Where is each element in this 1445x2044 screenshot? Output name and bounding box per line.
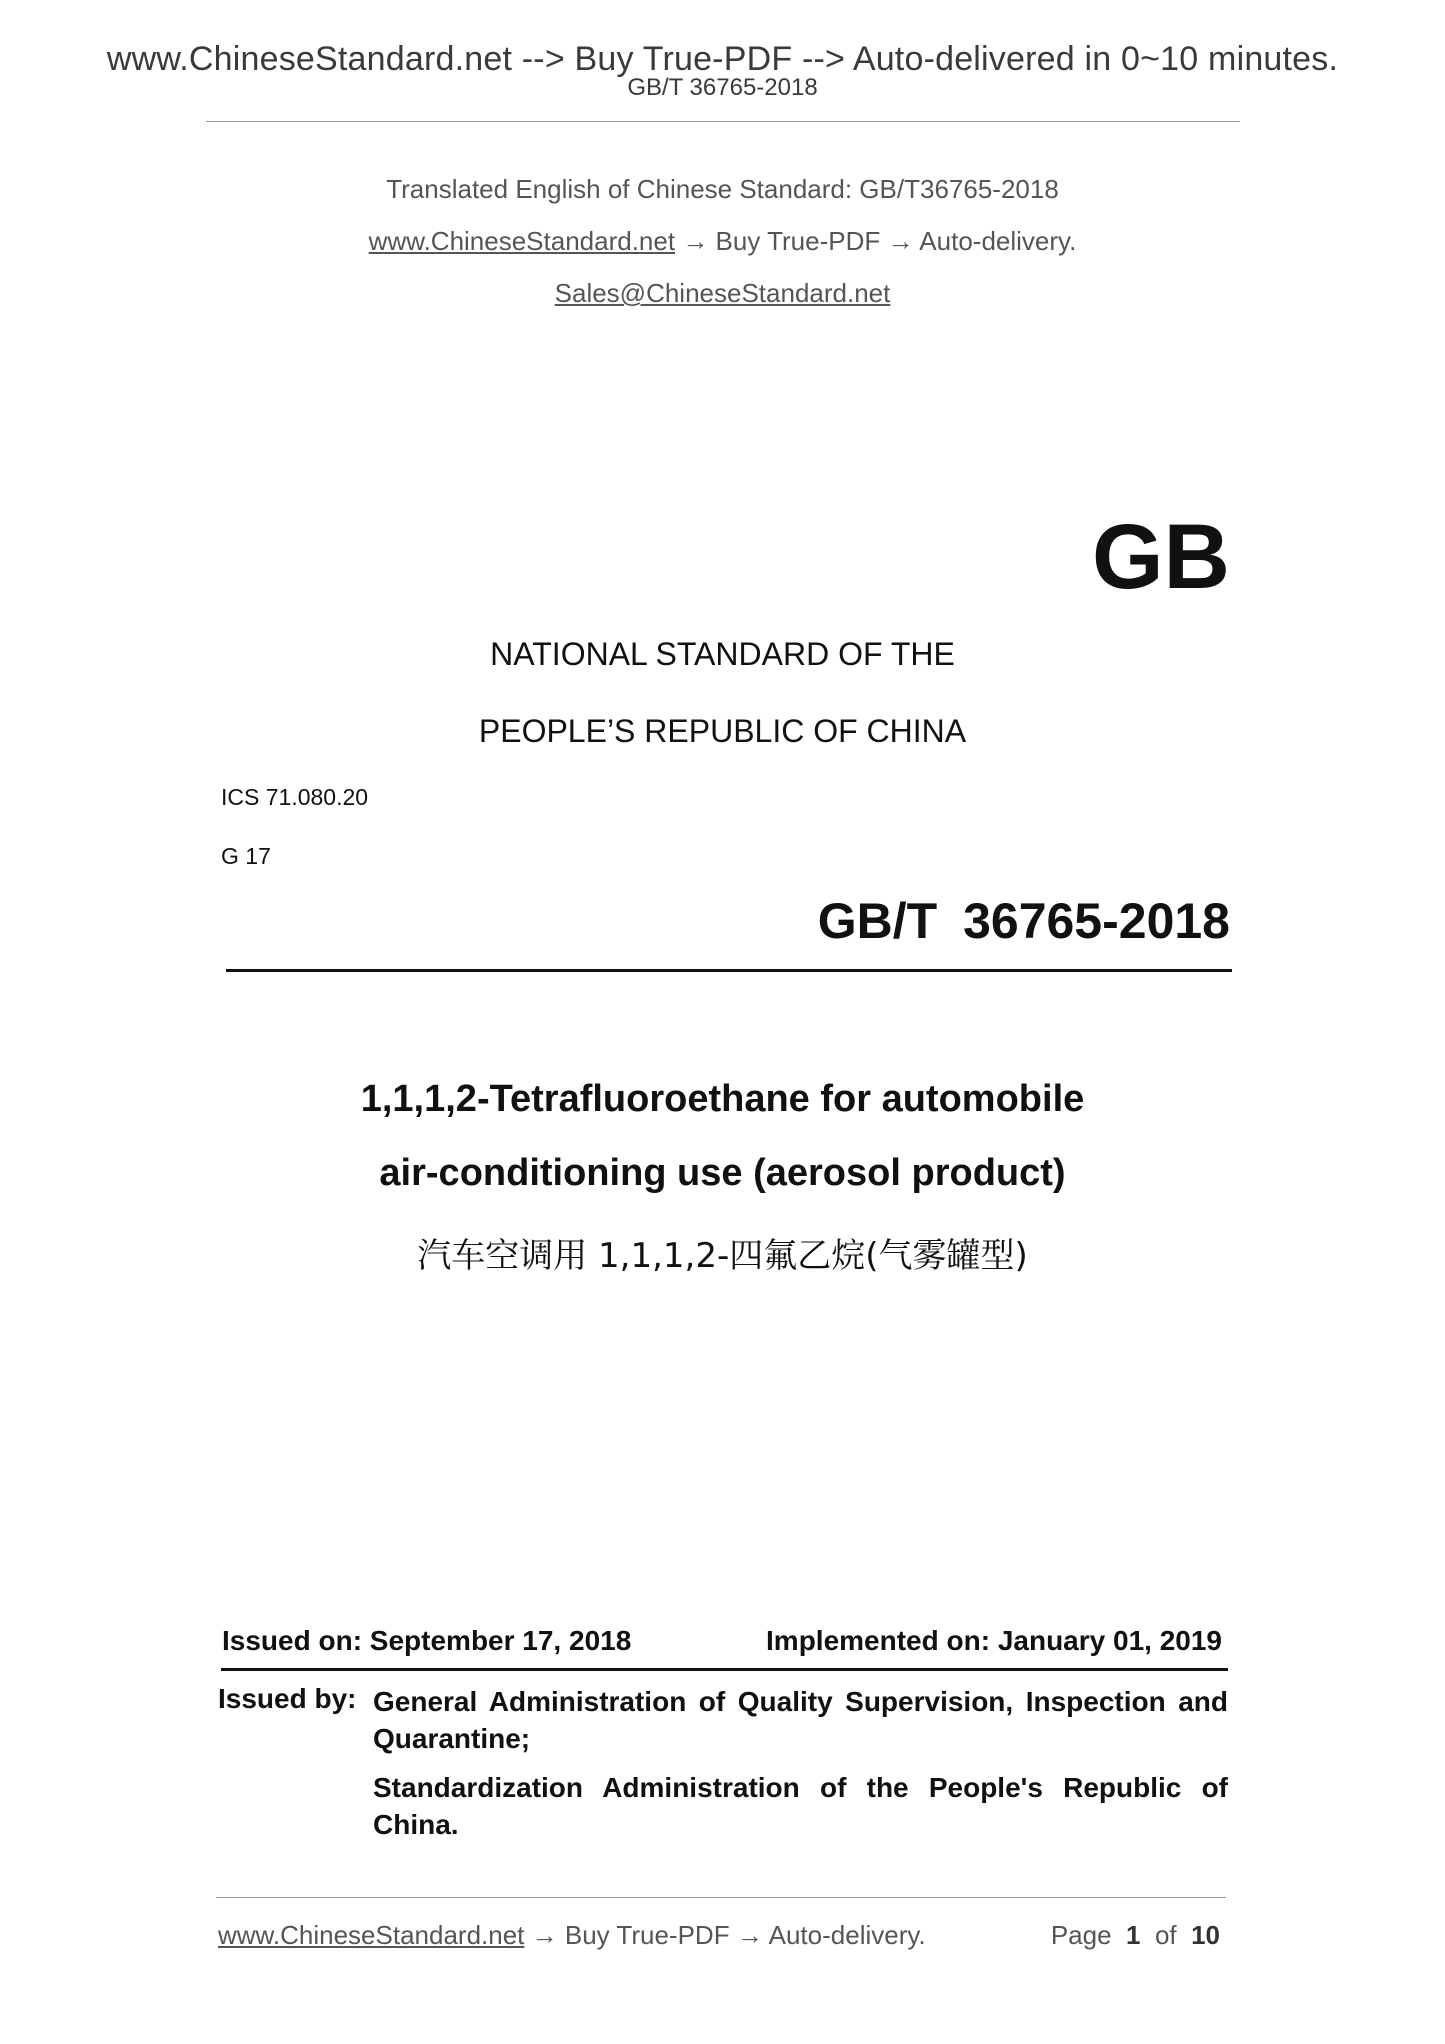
footer-divider: [216, 1897, 1226, 1898]
ccs-code: G 17: [221, 843, 271, 869]
issuer-1: General Administration of Quality Supervision, Inspection and Quarantine;: [373, 1686, 1228, 1754]
page-label: Page: [1050, 1920, 1112, 1950]
arrow-right-icon: →: [887, 226, 914, 256]
doc-number-rule: [226, 969, 1232, 972]
arrow-right-icon: →: [682, 226, 709, 256]
issued-by-label: Issued by:: [218, 1683, 357, 1714]
title-english-line1: 1,1,1,2-Tetrafluoroethane for automobile: [360, 1078, 1085, 1120]
ics-code: ICS 71.080.20: [221, 784, 369, 810]
buy-text: Buy True-PDF: [715, 226, 881, 256]
header-doc-code: GB/T 36765-2018: [627, 74, 818, 101]
title-english-line2: air-conditioning use (aerosol product): [379, 1152, 1066, 1194]
arrow-right-icon: →: [736, 1920, 763, 1950]
dates-rule: [221, 1668, 1228, 1671]
sales-email-link[interactable]: Sales@ChineseStandard.net: [554, 278, 891, 308]
page-indicator: [1051, 1920, 1220, 1951]
page-number: 1: [1126, 1920, 1141, 1950]
email-line: [0, 278, 1445, 309]
issuer-2: Standardization Administration of the People's Republic of China.: [373, 1772, 1228, 1840]
footer-purchase-line: [218, 1920, 926, 1951]
of-label: of: [1154, 1920, 1177, 1950]
purchase-line: [0, 226, 1445, 257]
national-standard-line1: NATIONAL STANDARD OF THE: [490, 636, 955, 672]
footer-site-link[interactable]: www.ChineseStandard.net: [218, 1920, 525, 1950]
arrow-right-icon: →: [531, 1920, 558, 1950]
page-total: 10: [1191, 1920, 1220, 1950]
doc-number: GB/T 36765-2018: [817, 893, 1230, 949]
footer-buy-text: Buy True-PDF: [564, 1920, 730, 1950]
issued-on-date: Issued on: September 17, 2018: [222, 1625, 632, 1656]
delivery-text: Auto-delivery.: [919, 226, 1077, 256]
header-divider: [206, 121, 1240, 122]
gb-mark: GB: [1092, 506, 1230, 608]
site-link[interactable]: www.ChineseStandard.net: [368, 226, 676, 256]
implemented-on-date: Implemented on: January 01, 2019: [766, 1625, 1222, 1656]
title-chinese: 汽车空调用 1,1,1,2-四氟乙烷(气雾罐型): [417, 1236, 1028, 1276]
footer-delivery-text: Auto-delivery.: [768, 1920, 926, 1950]
top-banner: www.ChineseStandard.net --> Buy True-PDF --> Auto-delivered in 0~10 minutes.: [106, 40, 1339, 78]
national-standard-line2: PEOPLE’S REPUBLIC OF CHINA: [478, 713, 967, 749]
translation-notice: Translated English of Chinese Standard: GB/T36765-2018: [386, 174, 1059, 204]
